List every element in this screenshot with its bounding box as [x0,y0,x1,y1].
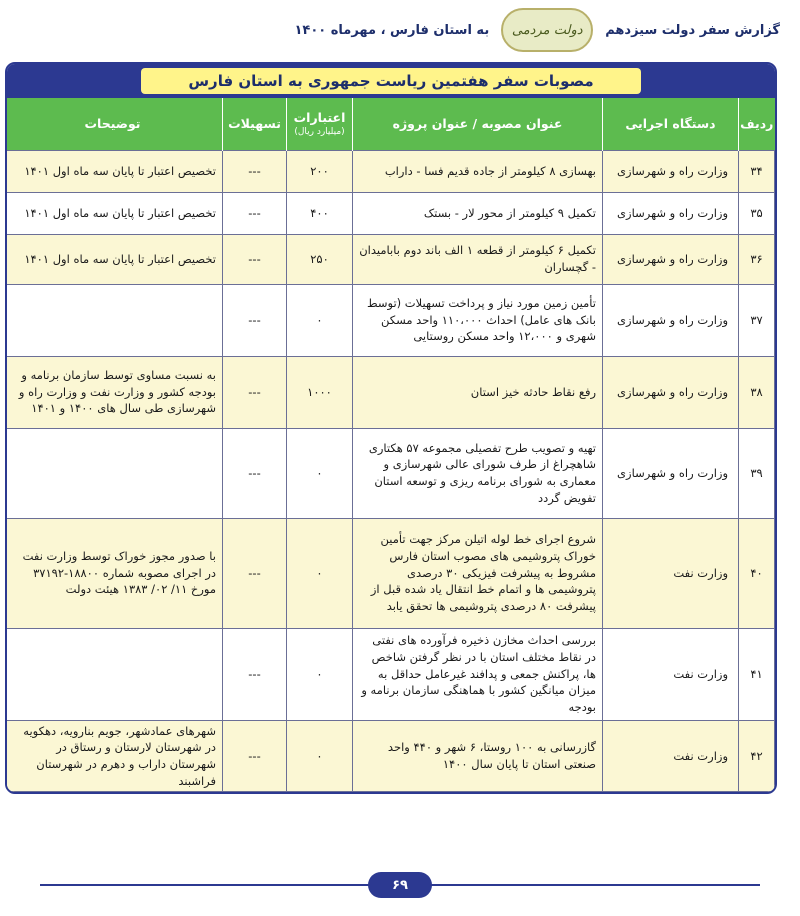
table-row [5,720,775,792]
cell-project: بهسازی ۸ کیلومتر از جاده قدیم فسا - داراب [353,150,603,192]
cell-agency: وزارت راه و شهرسازی [603,234,739,284]
cell-description: شهرهای عمادشهر، جویم بنارویه، دهکویه در شهرستان لارستان و رستاق در شهرستان داراب و دهرم در شهرستان فراشبند [5,720,223,792]
cell-credits: ۲۰۰ [287,150,353,192]
header-num: ردیف [739,98,775,150]
cell-facilities: --- [223,720,287,792]
cell-facilities: --- [223,234,287,284]
cell-credits: ۰ [287,518,353,628]
cell-num: ۳۹ [739,428,775,518]
cell-project: تکمیل ۶ کیلومتر از قطعه ۱ الف باند دوم بابامیدان - گچساران [353,234,603,284]
cell-agency: وزارت راه و شهرسازی [603,356,739,428]
cell-description [5,628,223,720]
cell-project: تأمین زمین مورد نیاز و پرداخت تسهیلات (توسط بانک های عامل) احداث ۱۱۰،۰۰۰ واحد مسکن شهری و ۱۲،۰۰۰ واحد مسکن روستایی [353,284,603,356]
cell-credits: ۱۰۰۰ [287,356,353,428]
cell-description: تخصیص اعتبار تا پایان سه ماه اول ۱۴۰۱ [5,234,223,284]
cell-credits: ۰ [287,628,353,720]
cell-num: ۳۴ [739,150,775,192]
cell-description [5,428,223,518]
table-title-bar [7,64,775,98]
cell-credits: ۴۰۰ [287,192,353,234]
cell-facilities: --- [223,192,287,234]
table-row [5,284,775,356]
cell-num: ۴۱ [739,628,775,720]
cell-description: با صدور مجوز خوراک توسط وزارت نفت در اجرای مصوبه شماره ۱۸۸۰۰-۳۷۱۹۲ مورخ ۱۱/ ۰۲/ ۱۳۸۳ هیئت دولت [5,518,223,628]
cell-agency: وزارت نفت [603,720,739,792]
header-right-text: گزارش سفر دولت سیزدهم [605,22,780,38]
cell-facilities: --- [223,628,287,720]
header-left-text: به استان فارس ، مهرماه ۱۴۰۰ [294,22,490,38]
header-credits [287,98,353,150]
cell-project: شروع اجرای خط لوله اتیلن مرکز جهت تأمین خوراک پتروشیمی های مصوب استان فارس مشروط به پیشرفت فیزیکی ۳۰ درصدی پتروشیمی ها و اتمام خط انتقال یاد شده قبل از پیشرفت ۸۰ درصدی پتروشیمی ها تحقق یابد [353,518,603,628]
cell-project: گازرسانی به ۱۰۰ روستا، ۶ شهر و ۴۴۰ واحد صنعتی استان تا پایان سال ۱۴۰۰ [353,720,603,792]
table-row [5,518,775,628]
resolutions-table [5,98,775,792]
cell-facilities: --- [223,150,287,192]
cell-agency: وزارت راه و شهرسازی [603,428,739,518]
cell-agency: وزارت راه و شهرسازی [603,192,739,234]
table-header-row [5,98,775,150]
cell-num: ۳۷ [739,284,775,356]
cell-num: ۴۰ [739,518,775,628]
cell-facilities: --- [223,518,287,628]
cell-description: تخصیص اعتبار تا پایان سه ماه اول ۱۴۰۱ [5,150,223,192]
cell-project: بررسی احداث مخازن ذخیره فرآورده های نفتی در نقاط مختلف استان با در نظر گرفتن شاخص ها، پراکنش جمعی و پدافند غیرعامل حداقل به میزان میانگین کشور با هماهنگی سازمان برنامه و بودجه [353,628,603,720]
table-row [5,428,775,518]
table-row [5,192,775,234]
cell-agency: وزارت نفت [603,518,739,628]
cell-agency: وزارت راه و شهرسازی [603,284,739,356]
cell-project: رفع نقاط حادثه خیز استان [353,356,603,428]
header-description: توضیحات [5,98,223,150]
page-footer [0,870,800,900]
cell-project: تکمیل ۹ کیلومتر از محور لار - بستک [353,192,603,234]
cell-agency: وزارت راه و شهرسازی [603,150,739,192]
cell-num: ۳۸ [739,356,775,428]
table-row [5,356,775,428]
cell-credits: ۰ [287,284,353,356]
cell-description: تخصیص اعتبار تا پایان سه ماه اول ۱۴۰۱ [5,192,223,234]
cell-facilities: --- [223,356,287,428]
header-credits-unit: (میلیارد ریال) [294,127,345,138]
table-title: مصوبات سفر هفتمین ریاست جمهوری به استان فارس [141,68,641,94]
cell-credits: ۰ [287,428,353,518]
cell-project: تهیه و تصویب طرح تفصیلی مجموعه ۵۷ هکتاری شاهچراغ از طرف شورای عالی شهرسازی و معماری به شورای برنامه ریزی و توسعه استان تفویض گردد [353,428,603,518]
table-row [5,234,775,284]
header-facilities: تسهیلات [223,98,287,150]
header-credits-label: اعتبارات [293,110,346,126]
cell-credits: ۰ [287,720,353,792]
cell-num: ۴۲ [739,720,775,792]
cell-description: به نسبت مساوی توسط سازمان برنامه و بودجه کشور و وزارت نفت و وزارت راه و شهرسازی طی سال های ۱۴۰۰ و ۱۴۰۱ [5,356,223,428]
logo-text: دولت مردمی [511,22,583,38]
page-header [20,6,780,54]
cell-num: ۳۵ [739,192,775,234]
resolutions-table-container [5,62,777,794]
cell-facilities: --- [223,284,287,356]
cell-agency: وزارت نفت [603,628,739,720]
header-project: عنوان مصوبه / عنوان پروژه [353,98,603,150]
cell-description [5,284,223,356]
table-row [5,150,775,192]
page-number: ۶۹ [368,872,432,898]
cell-facilities: --- [223,428,287,518]
emblem-logo [501,8,593,52]
table-row [5,628,775,720]
header-agency: دستگاه اجرایی [603,98,739,150]
cell-num: ۳۶ [739,234,775,284]
cell-credits: ۲۵۰ [287,234,353,284]
